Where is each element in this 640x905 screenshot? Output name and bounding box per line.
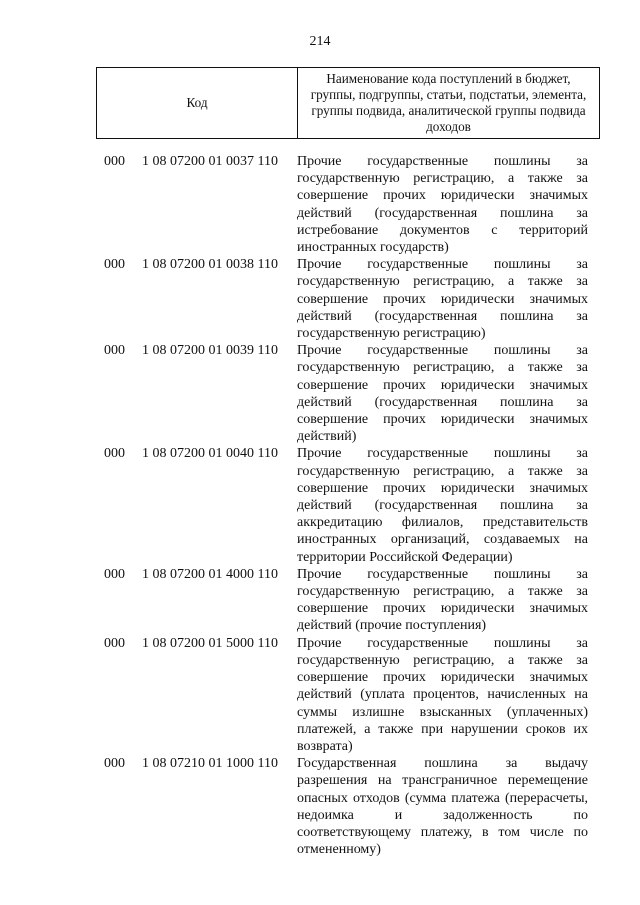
income-description: Прочие государственные пошлины за государственную регистрацию, а также за совершение прочих юридически значимых действий (государственная пошлина за совершение прочих юридически значимых действий) [297,343,588,445]
income-description: Прочие государственные пошлины за государственную регистрацию, а также за совершение прочих юридически значимых действий (государственная пошлина за истребование документов с территорий иностранных государств) [297,154,588,256]
income-description: Прочие государственные пошлины за государственную регистрацию, а также за совершение прочих юридически значимых действий (государственная пошлина за аккредитацию филиалов, представительств иностранных организаций, создаваемых на территории Российской Федерации) [297,446,588,565]
income-description: Прочие государственные пошлины за государственную регистрацию, а также за совершение прочих юридически значимых действий (государственная пошлина за государственную регистрацию) [297,257,588,342]
income-code: 1 08 07200 01 0038 110 [142,257,278,273]
table-body [0,153,640,858]
table-row [0,445,640,565]
page-number: 214 [309,34,331,49]
table-row [0,635,640,755]
group-code: 000 [104,635,125,651]
income-code: 1 08 07200 01 5000 110 [142,635,278,651]
income-code: 1 08 07200 01 0040 110 [142,446,278,462]
group-code: 000 [104,446,125,462]
group-code: 000 [104,154,125,169]
table-row [0,256,640,342]
income-code: 1 08 07200 01 4000 110 [142,566,278,582]
group-code: 000 [104,756,125,772]
group-code: 000 [104,257,125,273]
income-code: 1 08 07200 01 0037 110 [142,154,278,169]
table-row [0,755,640,858]
table-row [0,342,640,445]
code-column-header: Код [97,68,298,139]
income-description: Прочие государственные пошлины за государственную регистрацию, а также за совершение прочих юридически значимых действий (уплата процентов, начисленных на суммы излишне взысканных (уплаченных) платежей, а также при нарушении сроков их возврата) [297,635,588,754]
table-row [0,566,640,635]
group-code: 000 [104,343,125,359]
income-description: Государственная пошлина за выдачу разрешения на трансграничное перемещение опасных отходов (сумма платежа (перерасчеты, недоимка и задолженность по соответствующему платежу, в том числе по отмененному) [297,756,588,858]
name-column-header: Наименование кода поступлений в бюджет, группы, подгруппы, статьи, подстатьи, элемента, группы подвида, аналитической группы подвида доходов [298,68,600,139]
income-code: 1 08 07210 01 1000 110 [142,756,278,772]
table-header [96,67,600,139]
group-code: 000 [104,566,125,582]
table-row [0,153,640,256]
income-code: 1 08 07200 01 0039 110 [142,343,278,359]
income-description: Прочие государственные пошлины за государственную регистрацию, а также за совершение прочих юридически значимых действий (прочие поступления) [297,566,588,634]
